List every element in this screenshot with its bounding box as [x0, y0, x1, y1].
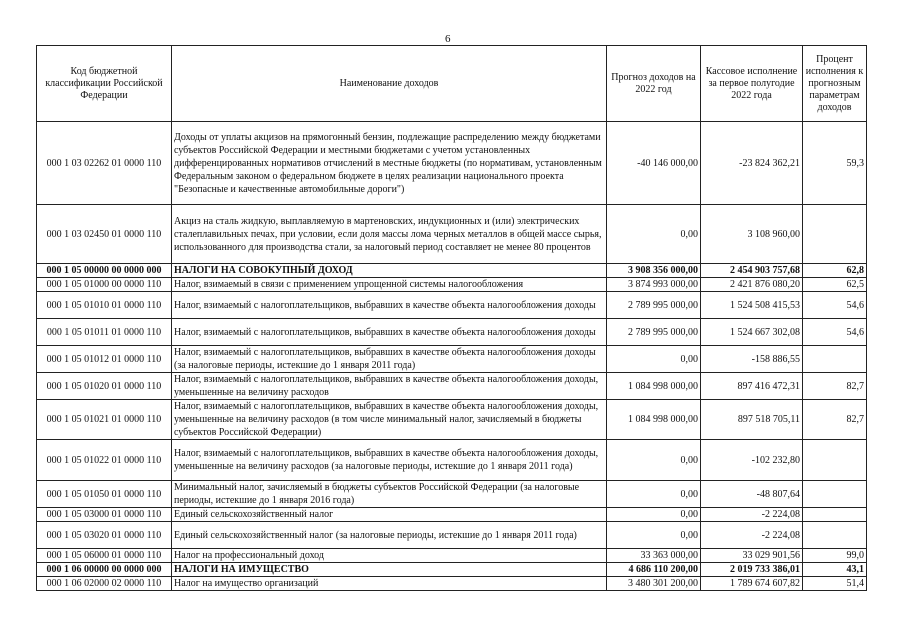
- percent-cell: 99,0: [803, 549, 867, 563]
- forecast-cell: 33 363 000,00: [607, 549, 701, 563]
- budget-code-cell: 000 1 05 00000 00 0000 000: [37, 264, 172, 278]
- actual-cell: 1 524 667 302,08: [701, 319, 803, 346]
- revenue-name-cell: Налог на профессиональный доход: [172, 549, 607, 563]
- percent-cell: 62,5: [803, 278, 867, 292]
- actual-cell: -2 224,08: [701, 522, 803, 549]
- table-row: [37, 481, 867, 508]
- budget-code-cell: 000 1 05 01010 01 0000 110: [37, 292, 172, 319]
- revenue-name-cell: Налог, взимаемый с налогоплательщиков, выбравших в качестве объекта налогообложения доходы: [172, 319, 607, 346]
- table-header-row: [37, 46, 867, 122]
- header-percent: Процент исполнения к прогнозным параметрам доходов: [803, 46, 867, 122]
- budget-code-cell: 000 1 05 01022 01 0000 110: [37, 440, 172, 481]
- actual-cell: -102 232,80: [701, 440, 803, 481]
- table-row: [37, 400, 867, 440]
- percent-cell: 54,6: [803, 292, 867, 319]
- table-row: [37, 549, 867, 563]
- table-row: [37, 373, 867, 400]
- forecast-cell: 3 874 993 000,00: [607, 278, 701, 292]
- header-name: Наименование доходов: [172, 46, 607, 122]
- percent-cell: 43,1: [803, 563, 867, 577]
- actual-cell: 2 421 876 080,20: [701, 278, 803, 292]
- budget-code-cell: 000 1 05 03020 01 0000 110: [37, 522, 172, 549]
- actual-cell: 897 416 472,31: [701, 373, 803, 400]
- table-row: [37, 508, 867, 522]
- budget-code-cell: 000 1 03 02262 01 0000 110: [37, 122, 172, 205]
- table-row: [37, 346, 867, 373]
- header-actual: Кассовое исполнение за первое полугодие 2022 года: [701, 46, 803, 122]
- budget-code-cell: 000 1 03 02450 01 0000 110: [37, 205, 172, 264]
- forecast-cell: -40 146 000,00: [607, 122, 701, 205]
- actual-cell: 1 789 674 607,82: [701, 577, 803, 591]
- forecast-cell: 3 908 356 000,00: [607, 264, 701, 278]
- forecast-cell: 4 686 110 200,00: [607, 563, 701, 577]
- revenue-name-cell: Налог, взимаемый с налогоплательщиков, выбравших в качестве объекта налогообложения доходы (за налоговые периоды, истекшие до 1 января 2011 года): [172, 346, 607, 373]
- budget-code-cell: 000 1 06 00000 00 0000 000: [37, 563, 172, 577]
- revenue-table: [36, 45, 867, 591]
- actual-cell: 2 454 903 757,68: [701, 264, 803, 278]
- percent-cell: 82,7: [803, 400, 867, 440]
- percent-cell: 62,8: [803, 264, 867, 278]
- forecast-cell: 1 084 998 000,00: [607, 373, 701, 400]
- budget-code-cell: 000 1 05 01021 01 0000 110: [37, 400, 172, 440]
- table-body: [37, 122, 867, 591]
- forecast-cell: 2 789 995 000,00: [607, 319, 701, 346]
- percent-cell: 59,3: [803, 122, 867, 205]
- budget-code-cell: 000 1 05 01012 01 0000 110: [37, 346, 172, 373]
- page-number: 6: [445, 33, 451, 45]
- revenue-name-cell: Минимальный налог, зачисляемый в бюджеты субъектов Российской Федерации (за налоговые периоды, истекшие до 1 января 2016 года): [172, 481, 607, 508]
- revenue-name-cell: Единый сельскохозяйственный налог: [172, 508, 607, 522]
- revenue-name-cell: Налог, взимаемый с налогоплательщиков, выбравших в качестве объекта налогообложения доходы: [172, 292, 607, 319]
- table-row: [37, 319, 867, 346]
- forecast-cell: 0,00: [607, 205, 701, 264]
- table-row: [37, 563, 867, 577]
- budget-code-cell: 000 1 05 06000 01 0000 110: [37, 549, 172, 563]
- percent-cell: 54,6: [803, 319, 867, 346]
- revenue-name-cell: Налог, взимаемый с налогоплательщиков, выбравших в качестве объекта налогообложения доходы, уменьшенные на величину расходов: [172, 373, 607, 400]
- forecast-cell: 3 480 301 200,00: [607, 577, 701, 591]
- table-row: [37, 205, 867, 264]
- percent-cell: [803, 440, 867, 481]
- table-row: [37, 292, 867, 319]
- percent-cell: [803, 481, 867, 508]
- budget-code-cell: 000 1 05 01000 00 0000 110: [37, 278, 172, 292]
- actual-cell: 1 524 508 415,53: [701, 292, 803, 319]
- revenue-name-cell: НАЛОГИ НА ИМУЩЕСТВО: [172, 563, 607, 577]
- forecast-cell: 0,00: [607, 346, 701, 373]
- budget-code-cell: 000 1 06 02000 02 0000 110: [37, 577, 172, 591]
- forecast-cell: 0,00: [607, 522, 701, 549]
- percent-cell: 51,4: [803, 577, 867, 591]
- actual-cell: -23 824 362,21: [701, 122, 803, 205]
- forecast-cell: 2 789 995 000,00: [607, 292, 701, 319]
- revenue-name-cell: Налог на имущество организаций: [172, 577, 607, 591]
- actual-cell: -158 886,55: [701, 346, 803, 373]
- percent-cell: [803, 522, 867, 549]
- revenue-name-cell: Налог, взимаемый с налогоплательщиков, выбравших в качестве объекта налогообложения доходы, уменьшенные на величину расходов (за налоговые периоды, истекшие до 1 января 2011 года): [172, 440, 607, 481]
- table-row: [37, 522, 867, 549]
- actual-cell: -2 224,08: [701, 508, 803, 522]
- revenue-name-cell: Доходы от уплаты акцизов на прямогонный бензин, подлежащие распределению между бюджетами субъектов Российской Федерации и местными бюджетами с учетом установленных дифференцированных нормативов отчислений в местные бюджеты (по нормативам, установленным Федеральным законом о федеральном бюджете в целях реализации национального проекта "Безопасные и качественные автомобильные дороги"): [172, 122, 607, 205]
- table-row: [37, 577, 867, 591]
- forecast-cell: 1 084 998 000,00: [607, 400, 701, 440]
- table-row: [37, 122, 867, 205]
- actual-cell: 33 029 901,56: [701, 549, 803, 563]
- table-row: [37, 440, 867, 481]
- table-row: [37, 264, 867, 278]
- budget-code-cell: 000 1 05 01020 01 0000 110: [37, 373, 172, 400]
- forecast-cell: 0,00: [607, 440, 701, 481]
- actual-cell: 897 518 705,11: [701, 400, 803, 440]
- actual-cell: 3 108 960,00: [701, 205, 803, 264]
- revenue-name-cell: НАЛОГИ НА СОВОКУПНЫЙ ДОХОД: [172, 264, 607, 278]
- budget-code-cell: 000 1 05 01050 01 0000 110: [37, 481, 172, 508]
- revenue-name-cell: Единый сельскохозяйственный налог (за налоговые периоды, истекшие до 1 января 2011 года): [172, 522, 607, 549]
- table-row: [37, 278, 867, 292]
- actual-cell: 2 019 733 386,01: [701, 563, 803, 577]
- header-code: Код бюджетной классификации Российской Федерации: [37, 46, 172, 122]
- budget-code-cell: 000 1 05 03000 01 0000 110: [37, 508, 172, 522]
- revenue-name-cell: Налог, взимаемый с налогоплательщиков, выбравших в качестве объекта налогообложения доходы, уменьшенные на величину расходов (в том числе минимальный налог, зачисляемый в бюджеты субъектов Российской Федерации): [172, 400, 607, 440]
- revenue-name-cell: Налог, взимаемый в связи с применением упрощенной системы налогообложения: [172, 278, 607, 292]
- percent-cell: [803, 346, 867, 373]
- forecast-cell: 0,00: [607, 508, 701, 522]
- percent-cell: 82,7: [803, 373, 867, 400]
- revenue-name-cell: Акциз на сталь жидкую, выплавляемую в мартеновских, индукционных и (или) электрических сталеплавильных печах, при условии, если доля массы лома черных металлов в общей массе сырья, использованного для производства стали, за налоговый период составляет не менее 80 процентов: [172, 205, 607, 264]
- forecast-cell: 0,00: [607, 481, 701, 508]
- header-forecast: Прогноз доходов на 2022 год: [607, 46, 701, 122]
- percent-cell: [803, 508, 867, 522]
- budget-code-cell: 000 1 05 01011 01 0000 110: [37, 319, 172, 346]
- actual-cell: -48 807,64: [701, 481, 803, 508]
- percent-cell: [803, 205, 867, 264]
